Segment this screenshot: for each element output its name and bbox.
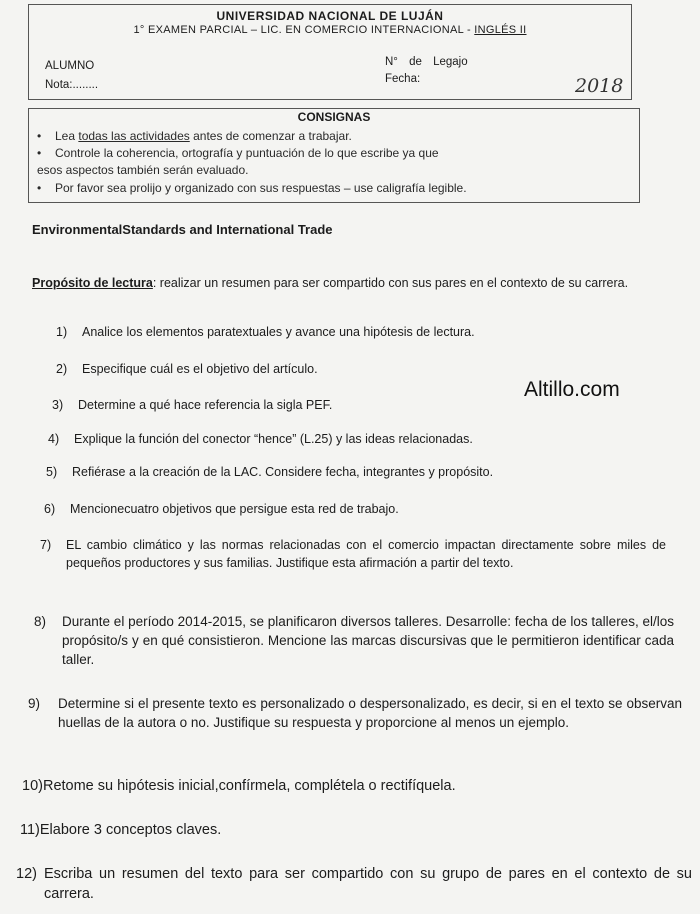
question-8: 8) Durante el período 2014-2015, se planificaron diversos talleres. Desarrolle: fecha de los talleres, el/los propósito/s y en qué consistieron. Mencione las marcas discursivas que le permitieron identificar cada taller. [34, 614, 674, 667]
bullet-icon: • [37, 181, 42, 195]
purpose-label: Propósito de lectura [32, 276, 153, 290]
instructions-title: CONSIGNAS [297, 110, 371, 124]
alumno-label: ALUMNO [45, 60, 95, 72]
bullet-icon: • [37, 129, 42, 143]
document-title: EnvironmentalStandards and International Trade [32, 222, 333, 237]
exam-header [28, 4, 632, 100]
instruction-line-2: • Controle la coherencia, ortografía y puntuación de lo que escribe ya que [37, 146, 439, 160]
question-7: 7) EL cambio climático y las normas relacionadas con el comercio impactan directamente sobre miles de pequeños productores y sus familias. Justifique esta afirmación a partir del texto. [40, 538, 666, 570]
question-11: 11)Elabore 3 conceptos claves. [20, 822, 222, 838]
question-6: 6) Mencionecuatro objetivos que persigue esta red de trabajo. [44, 502, 399, 516]
question-2: 2) Especifique cuál es el objetivo del artículo. [56, 362, 318, 376]
legajo-label: N° de Legajo [385, 56, 468, 68]
exam-subject: INGLÉS II [474, 24, 527, 36]
exam-title-prefix: 1° EXAMEN PARCIAL – LIC. EN COMERCIO INTERNACIONAL - [133, 24, 471, 36]
instruction-line-4: • Por favor sea prolijo y organizado con sus respuestas – use caligrafía legible. [37, 181, 467, 195]
fecha-label: Fecha: [385, 73, 421, 85]
reading-purpose [32, 274, 652, 293]
question-3: 3) Determine a qué hace referencia la sigla PEF. [52, 398, 333, 412]
bullet-icon: • [37, 146, 42, 160]
question-4: 4) Explique la función del conector “hence” (L.25) y las ideas relacionadas. [48, 432, 473, 446]
question-5: 5) Refiérase a la creación de la LAC. Considere fecha, integrantes y propósito. [46, 465, 494, 479]
question-10: 10)Retome su hipótesis inicial,confírmela, complétela o rectifíquela. [22, 778, 456, 794]
instructions-box [28, 108, 640, 203]
university-name: UNIVERSIDAD NACIONAL DE LUJÁN [216, 9, 444, 23]
question-12: 12) Escriba un resumen del texto para ser compartido con su grupo de pares en el contexto de su carrera. [16, 866, 692, 902]
exam-title [29, 24, 631, 36]
question-9: 9) Determine si el presente texto es personalizado o despersonalizado, es decir, si en el texto se observan huellas de la autora o no. Justifique su respuesta y proporcione al menos un ejemplo. [28, 696, 682, 730]
question-1: 1) Analice los elementos paratextuales y avance una hipótesis de lectura. [56, 325, 475, 339]
handwritten-year: 2018 [575, 75, 624, 97]
watermark: Altillo.com [524, 378, 620, 401]
nota-label: Nota:........ [45, 79, 99, 91]
instruction-line-3: esos aspectos también serán evaluado. [37, 163, 249, 177]
instruction-line-1: • Lea todas las actividades antes de comenzar a trabajar. [37, 129, 352, 143]
purpose-text: : realizar un resumen para ser compartido con sus pares en el contexto de su carrera. [152, 276, 629, 290]
